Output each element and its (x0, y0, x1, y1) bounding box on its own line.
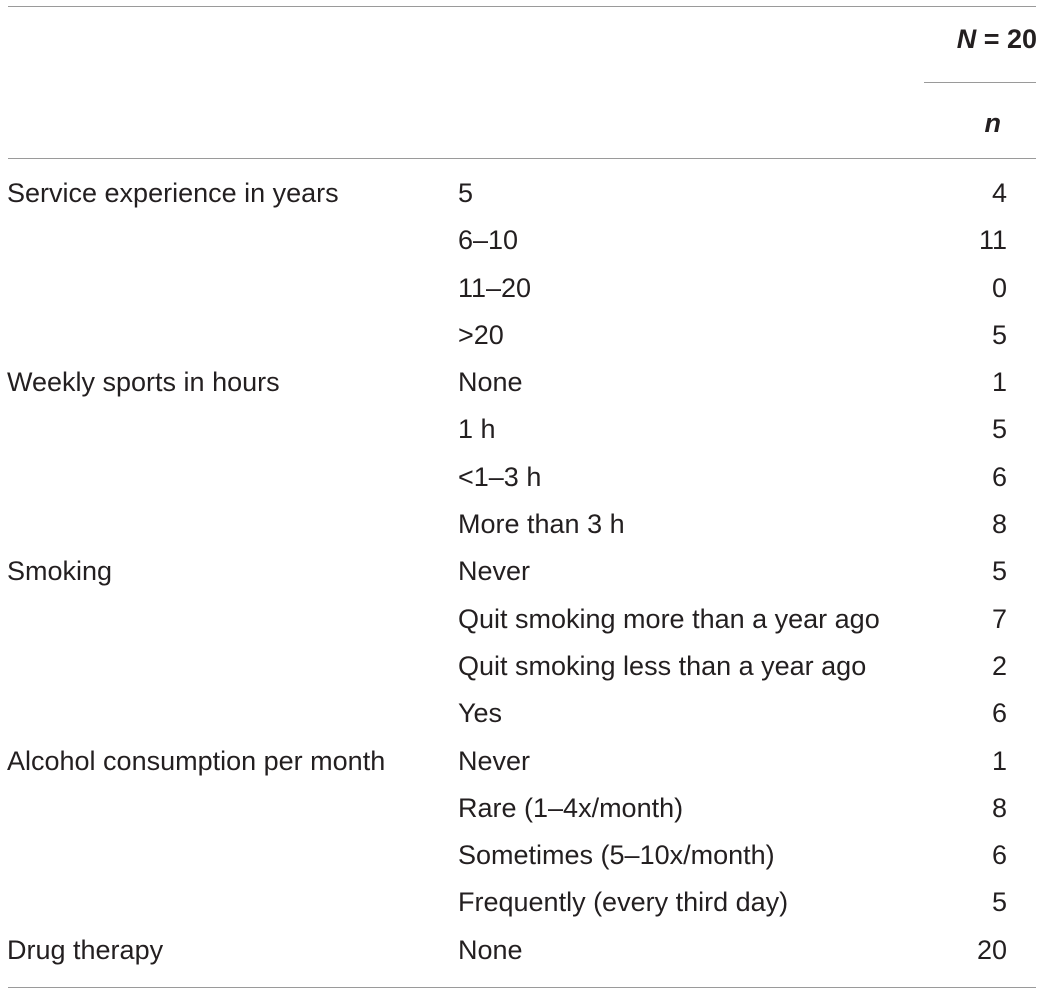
table-row (0, 690, 1043, 737)
table-row (0, 265, 1043, 312)
table-row (0, 170, 1043, 217)
table-row (0, 548, 1043, 595)
row-count: 20 (976, 934, 1007, 965)
total-value: = 20 (976, 24, 1037, 54)
row-level: Quit smoking more than a year ago (458, 603, 880, 634)
table-row (0, 596, 1043, 643)
row-level: 5 (458, 178, 474, 208)
row-level: 1 h (458, 414, 496, 445)
row-count: 6 (991, 461, 1007, 492)
table-row (0, 359, 1043, 406)
row-level: Rare (1–4x/month) (458, 792, 684, 823)
table-top-rule (8, 6, 1036, 7)
row-level: Sometimes (5–10x/month) (458, 840, 775, 871)
row-level: Quit smoking less than a year ago (458, 650, 867, 681)
row-count: 0 (991, 272, 1007, 303)
table-row (0, 879, 1043, 926)
row-count: 4 (991, 178, 1007, 208)
row-count: 11 (978, 225, 1007, 256)
row-level: <1–3 h (458, 461, 542, 492)
table-row (0, 312, 1043, 359)
table-body (0, 170, 1043, 974)
row-level: None (458, 934, 523, 965)
row-level: Frequently (every third day) (458, 887, 789, 918)
column-header-n: n (984, 108, 1001, 138)
row-category: Smoking (7, 556, 113, 587)
row-category: Drug therapy (7, 934, 164, 965)
row-level: 6–10 (458, 225, 519, 256)
table-row (0, 454, 1043, 501)
row-count: 8 (991, 509, 1007, 540)
table-row (0, 927, 1043, 974)
row-count: 5 (991, 414, 1007, 445)
row-count: 5 (991, 319, 1007, 350)
total-symbol: N (956, 24, 977, 54)
table-row (0, 738, 1043, 785)
header-sub-rule (924, 82, 1036, 83)
row-level: None (458, 367, 523, 398)
row-count: 1 (991, 367, 1007, 398)
row-count: 8 (991, 792, 1007, 823)
row-category: Service experience in years (7, 178, 339, 208)
row-count: 7 (991, 603, 1007, 634)
table-row (0, 832, 1043, 879)
row-level: Never (458, 745, 531, 776)
row-level: Yes (458, 698, 503, 729)
table-row (0, 217, 1043, 264)
table-row (0, 406, 1043, 453)
table-bottom-rule (8, 987, 1036, 988)
column-header-total (957, 24, 1037, 55)
row-count: 5 (991, 887, 1007, 918)
header-bottom-rule (8, 158, 1036, 159)
row-category: Weekly sports in hours (7, 367, 280, 398)
table-row (0, 643, 1043, 690)
row-level: 11–20 (458, 272, 532, 303)
row-level: More than 3 h (458, 509, 625, 540)
table-row (0, 785, 1043, 832)
row-level: >20 (458, 319, 504, 350)
row-count: 6 (991, 698, 1007, 729)
row-category: Alcohol consumption per month (7, 745, 386, 776)
row-count: 5 (991, 556, 1007, 587)
table-row (0, 501, 1043, 548)
row-count: 6 (991, 840, 1007, 871)
row-count: 1 (991, 745, 1007, 776)
row-count: 2 (991, 650, 1007, 681)
row-level: Never (458, 556, 531, 587)
